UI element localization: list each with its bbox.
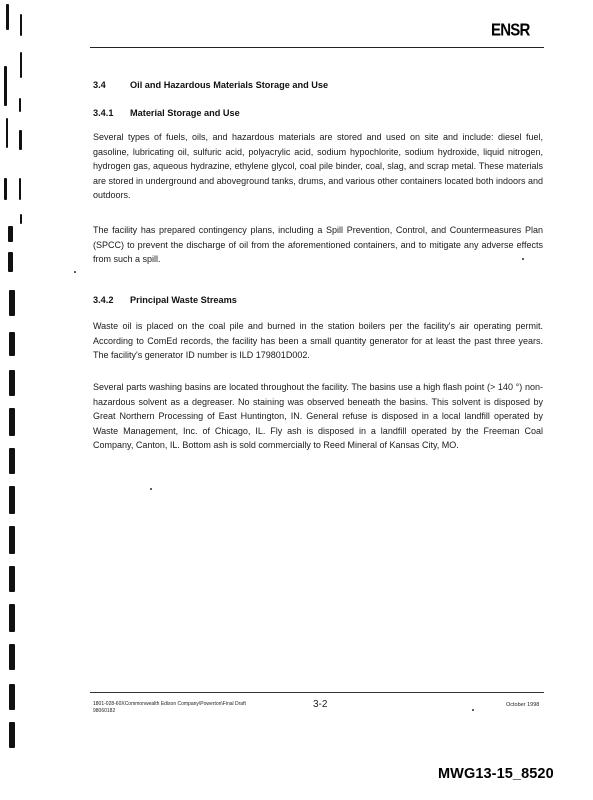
scan-speck [522,258,524,260]
paragraph-waste-oil: Waste oil is placed on the coal pile and burned in the station boilers per the facility's air operating permit. According to ComEd records, the facility has been a small quantity generator for at least the past three years. The facility's generator ID number is ILD 179801D002. [93,321,543,361]
page-number: 3-2 [313,699,328,710]
binding-marks [0,0,24,800]
section-title: Oil and Hazardous Materials Storage and Use [130,80,329,90]
section-title: Principal Waste Streams [130,295,237,305]
section-number: 3.4.2 [93,295,114,305]
footer-rule [90,692,544,693]
bates-stamp: MWG13-15_8520 [438,766,554,782]
footer-file-path [93,701,246,715]
paragraph-parts-washing: Several parts washing basins are located throughout the facility. The basins use a high flash point (> 140 °) non-hazardous solvent as a degreaser. No staining was observed beneath the basins. This solvent is disposed by Great Northern Processing of East Huntington, IN. General refuse is disposed in a local landfill operated by Waste Management, Inc. of Chicago, IL. Fly ash is disposed in a landfill operated by the Freeman Coal Company, Canton, IL. Bottom ash is sold commercially to Reed Mineral of Kansas City, MO. [93,382,543,451]
scan-speck [150,488,152,490]
section-heading-3-4-2 [93,295,237,305]
section-title: Material Storage and Use [130,108,240,118]
section-number: 3.4.1 [93,108,114,118]
paragraph-materials: Several types of fuels, oils, and hazardous materials are stored and used on site and include: diesel fuel, gasoline, lubricating oil, sulfuric acid, polyacrylic acid, sodium hypochlorite, sodium hydroxide, liquid nitrogen, hydrogen gas, aqueous hydrazine, ethylene glycol, coal pile binder, coal, slag, and scrap metal. These materials are stored in underground and aboveground tanks, drums, and various other containers located both indoors and outdoors. [93,132,543,201]
section-heading-3-4-1 [93,108,240,118]
section-heading-3-4 [93,80,328,90]
paragraph-contingency: The facility has prepared contingency plans, including a Spill Prevention, Control, and Countermeasures Plan (SPCC) to prevent the discharge of oil from the aforementioned containers, and to mitigate any adverse effects from such a spill. [93,225,543,265]
section-number: 3.4 [93,80,106,90]
footer-date: October 1998 [506,702,540,708]
header-rule [90,47,544,48]
ensr-logo: ENSR [491,20,530,41]
scan-speck [74,271,76,273]
scan-speck [472,709,474,711]
footer-path-line: 1801-028-60XCommonwealth Edison Company\Powerton\Final Draft [93,701,246,707]
footer-project-number: 98060182 [93,708,116,714]
